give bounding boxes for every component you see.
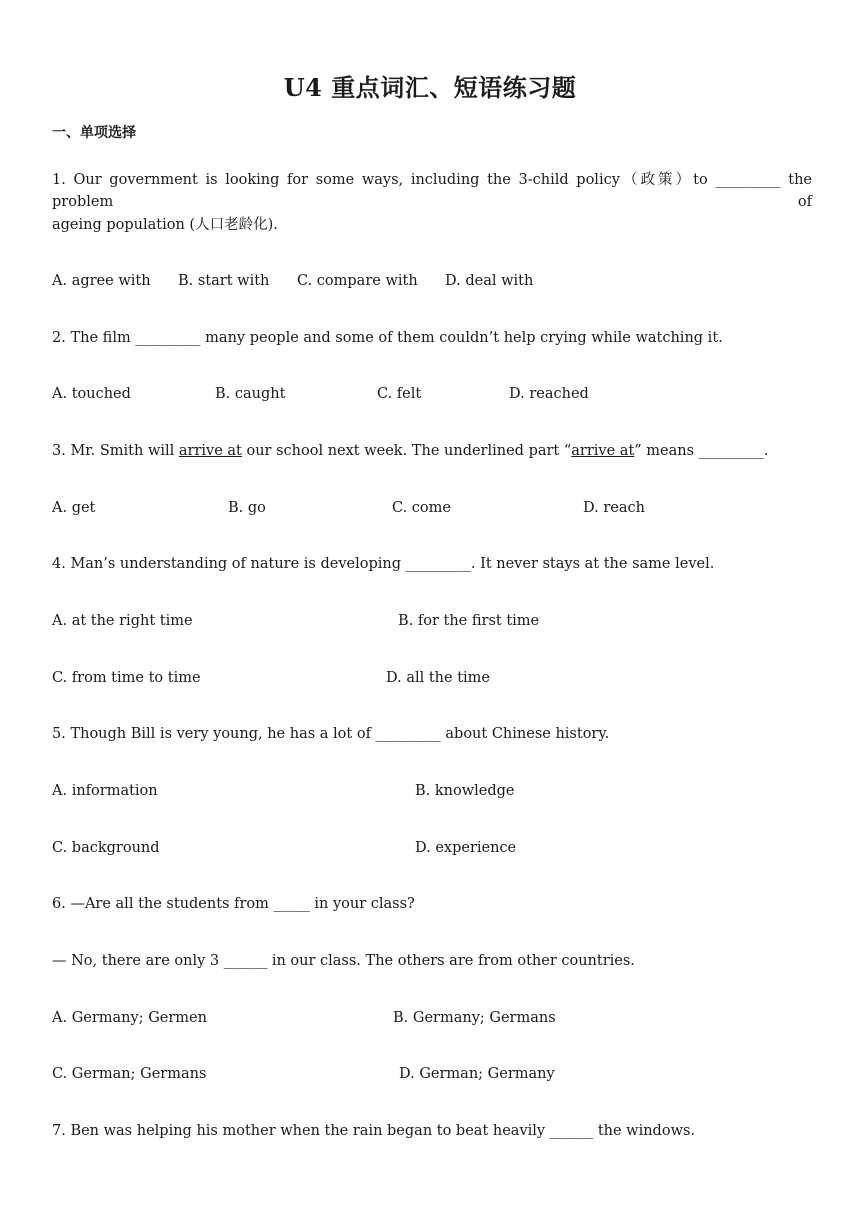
question-7-text: 7. Ben was helping his mother when the rain began to beat heavily ______ the windows. [52, 1123, 696, 1139]
q4-option-d: D. all the time [386, 670, 491, 686]
q3-text-mid: our school next week. The underlined part “ [241, 443, 572, 459]
q1-option-d: D. deal with [445, 273, 534, 289]
q1-option-c: C. compare with [297, 273, 418, 289]
question-1-text-cont: ageing population (人口老龄化). [52, 217, 278, 233]
q3-option-c: C. come [392, 500, 451, 516]
question-3-text [52, 440, 769, 462]
question-4-text: 4. Man’s understanding of nature is developing _________. It never stays at the same level. [52, 556, 715, 572]
question-6-text: 6. —Are all the students from _____ in your class? [52, 896, 415, 912]
q4-option-a: A. at the right time [52, 613, 193, 629]
q3-quoted-phrase: arrive at [571, 443, 635, 459]
q3-option-b: B. go [228, 500, 266, 516]
q2-option-a: A. touched [52, 386, 131, 402]
q3-option-d: D. reach [583, 500, 645, 516]
q6-option-b: B. Germany; Germans [393, 1010, 556, 1026]
q5-option-c: C. background [52, 840, 160, 856]
q5-option-d: D. experience [415, 840, 517, 856]
q3-underlined-phrase: arrive at [178, 443, 242, 459]
section-heading: 一、单项选择 [52, 125, 136, 141]
q6-option-d: D. German; Germany [399, 1066, 555, 1082]
question-5-text: 5. Though Bill is very young, he has a lot of _________ about Chinese history. [52, 726, 610, 742]
q4-option-c: C. from time to time [52, 670, 201, 686]
page-title: U4 重点词汇、短语练习题 [283, 73, 577, 102]
q5-option-b: B. knowledge [415, 783, 515, 799]
q4-option-b: B. for the first time [398, 613, 540, 629]
q3-option-a: A. get [52, 500, 96, 516]
q1-option-a: A. agree with [52, 273, 151, 289]
q2-option-c: C. felt [377, 386, 422, 402]
q3-text-post: ” means _________. [634, 443, 769, 459]
q1-option-b: B. start with [178, 273, 270, 289]
q2-option-b: B. caught [215, 386, 286, 402]
question-6-reply: — No, there are only 3 ______ in our class. The others are from other countries. [52, 953, 635, 969]
q3-text-pre: 3. Mr. Smith will [52, 443, 179, 459]
question-1-text: 1. Our government is looking for some ways, including the 3-child policy（政策）to _________ the problem of [52, 172, 812, 210]
q6-option-a: A. Germany; Germen [52, 1010, 207, 1026]
q6-option-c: C. German; Germans [52, 1066, 207, 1082]
q5-option-a: A. information [52, 783, 158, 799]
question-2-text: 2. The film _________ many people and some of them couldn’t help crying while watching it. [52, 330, 723, 346]
q2-option-d: D. reached [509, 386, 589, 402]
